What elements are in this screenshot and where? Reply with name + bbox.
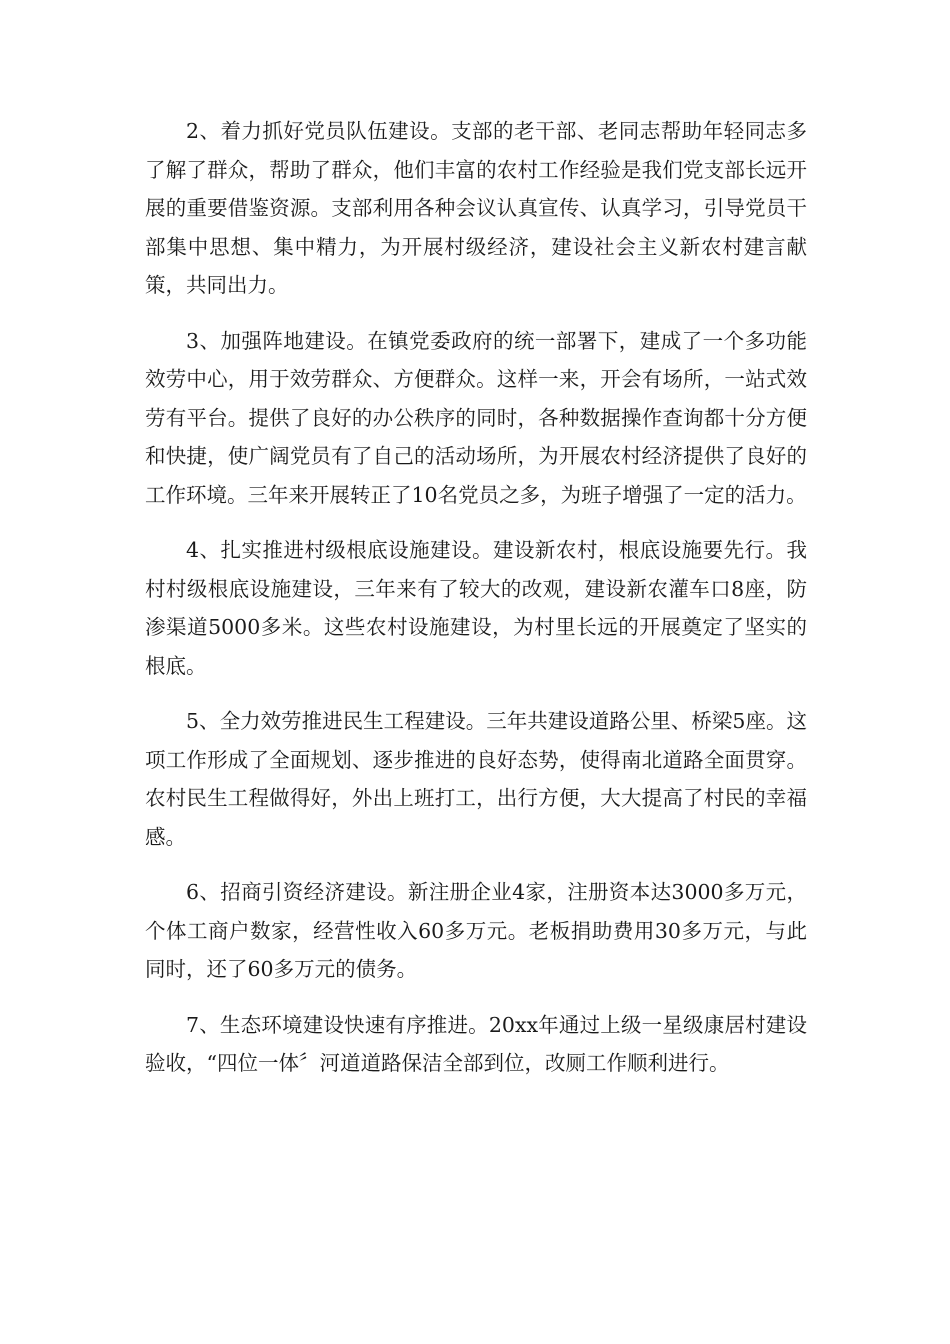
paragraph-party-team-building: 2、着力抓好党员队伍建设。支部的老干部、老同志帮助年轻同志多了解了群众，帮助了群众，他们丰富的农村工作经验是我们党支部长远开展的重要借鉴资源。支部利用各种会议认真宣传、认真学习，引导党员干部集中思想、集中精力，为开展村级经济，建设社会主义新农村建言献策，共同出力。 xyxy=(145,119,807,297)
document-body xyxy=(145,112,807,1100)
paragraph-investment: 6、招商引资经济建设。新注册企业4家，注册资本达3000多万元，个体工商户数家，经营性收入60多万元。老板捐助费用30多万元，与此同时，还了60多万元的债务。 xyxy=(145,880,807,981)
paragraph-infrastructure: 4、扎实推进村级根底设施建设。建设新农村，根底设施要先行。我村村级根底设施建设，三年来有了较大的改观，建设新农灌车口8座，防渗渠道5000多米。这些农村设施建设，为村里长远的开展奠定了坚实的根底。 xyxy=(145,538,807,678)
paragraph-position-construction: 3、加强阵地建设。在镇党委政府的统一部署下，建成了一个多功能效劳中心，用于效劳群众、方便群众。这样一来，开会有场所，一站式效劳有平台。提供了良好的办公秩序的同时，各种数据操作查询都十分方便和快捷，使广阔党员有了自己的活动场所，为开展农村经济提供了良好的工作环境。三年来开展转正了10名党员之多，为班子增强了一定的活力。 xyxy=(145,328,807,507)
paragraph-ecology: 7、生态环境建设快速有序推进。20xx年通过上级一星级康居村建设验收，“四位一体〞河道道路保洁全部到位，改厕工作顺利进行。 xyxy=(145,1012,807,1075)
paragraph-livelihood-projects: 5、全力效劳推进民生工程建设。三年共建设道路公里、桥梁5座。这项工作形成了全面规划、逐步推进的良好态势，使得南北道路全面贯穿。农村民生工程做得好，外出上班打工，出行方便，大大提高了村民的幸福感。 xyxy=(145,709,807,849)
